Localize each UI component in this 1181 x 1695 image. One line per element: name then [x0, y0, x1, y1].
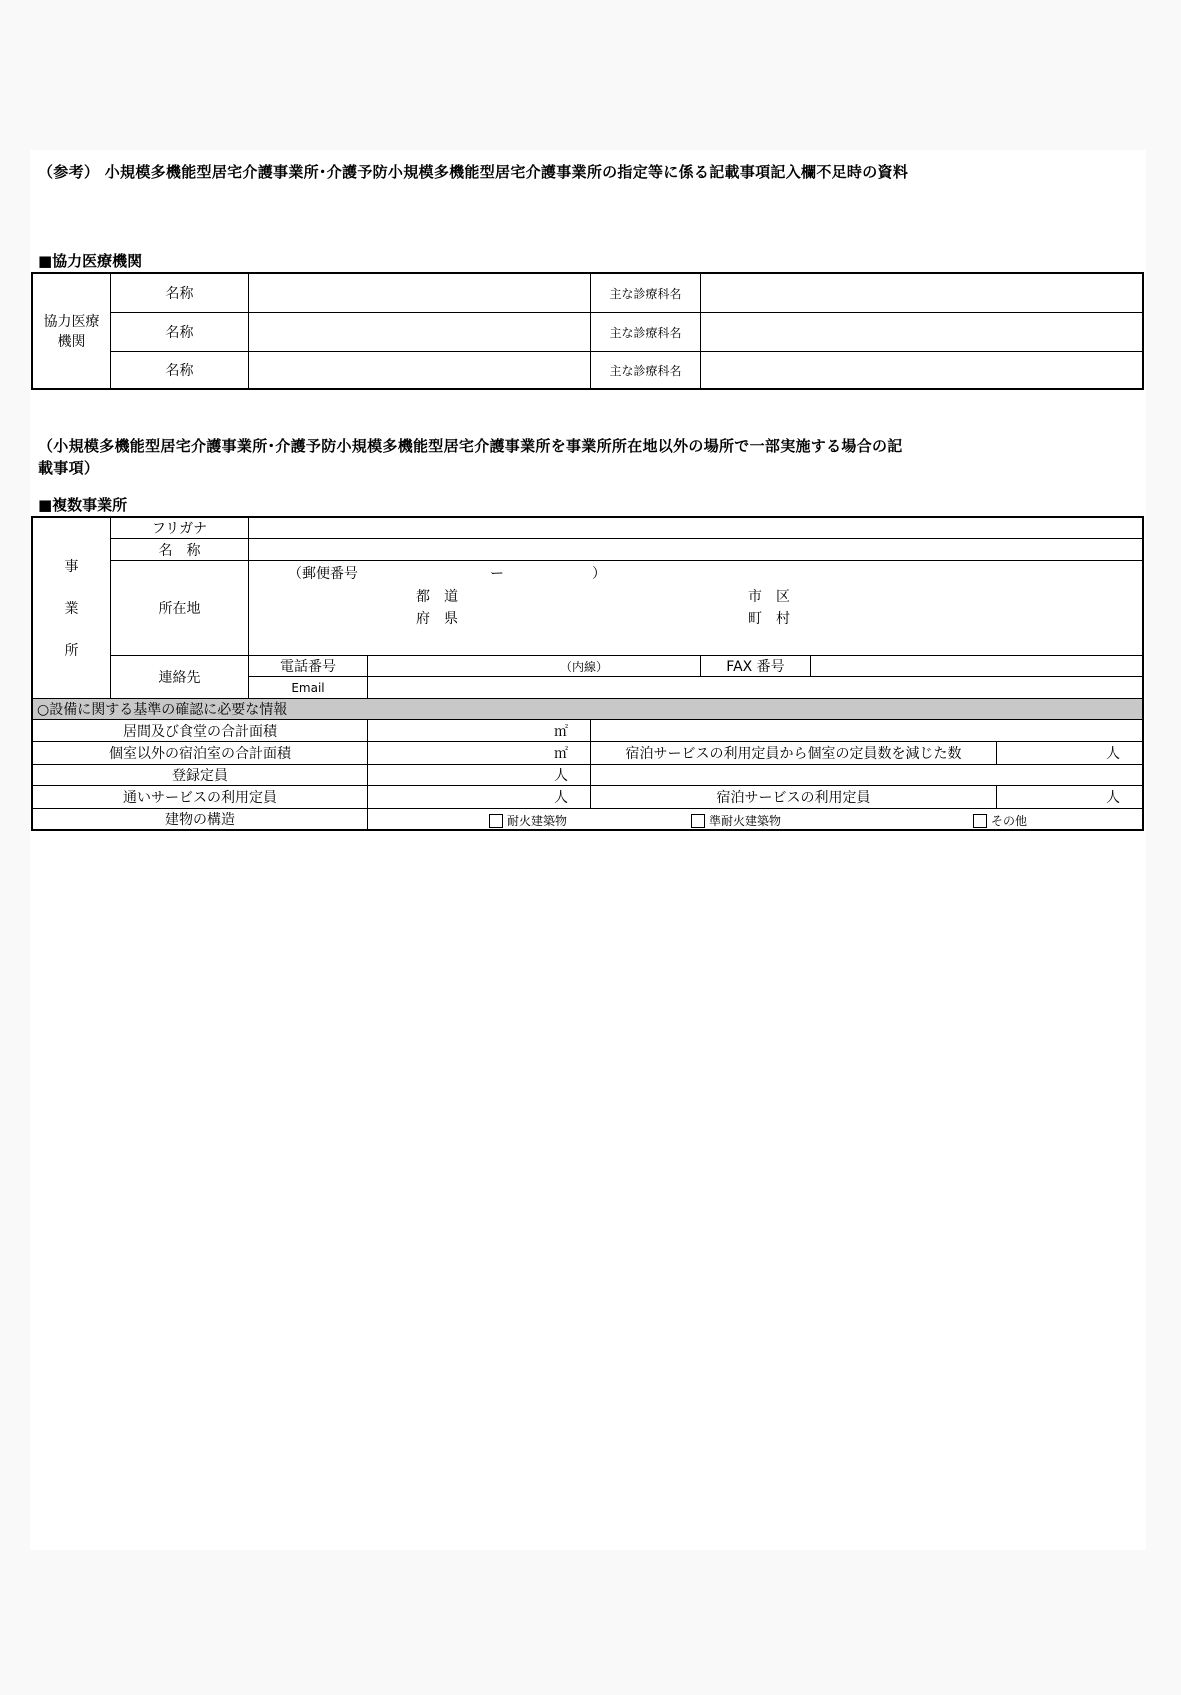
furigana-input[interactable]	[248, 517, 1143, 539]
checkbox[interactable]	[489, 814, 503, 828]
dept-label: 主な診療科名	[590, 312, 701, 352]
address-label: 所在地	[110, 560, 249, 656]
overnight-capacity-input[interactable]	[996, 785, 1143, 809]
multi-site-note: （小規模多機能型居宅介護事業所･介護予防小規模多機能型居宅介護事業所を事業所所在地以外の場所で一部実施する場合の記	[38, 437, 903, 455]
group-label-line: 機関	[57, 334, 86, 350]
checkbox[interactable]	[973, 814, 987, 828]
name-label: 名称	[110, 312, 249, 352]
dept-label: 主な診療科名	[590, 273, 701, 313]
option-label: その他	[991, 814, 1028, 828]
persons-unit: 人	[554, 790, 568, 806]
persons-unit: 人	[1106, 790, 1120, 806]
blank-cell	[590, 764, 1143, 786]
multi-site-heading: ■複数事業所	[38, 496, 128, 514]
persons-unit: 人	[554, 768, 568, 784]
name-input[interactable]	[248, 538, 1143, 561]
dept-label: 主な診療科名	[590, 351, 701, 389]
name-input[interactable]	[248, 351, 591, 389]
structure-label: 建物の構造	[32, 808, 368, 830]
group-label-char: 所	[64, 643, 79, 659]
non-private-room-area-input[interactable]	[367, 741, 591, 765]
other-option[interactable]	[973, 812, 1027, 829]
group-label	[32, 273, 111, 389]
checkbox[interactable]	[691, 814, 705, 828]
site-group-label	[32, 517, 111, 699]
prefecture-label-bottom: 府 県	[416, 611, 458, 627]
city-label-top: 市 区	[748, 589, 790, 605]
phone-input[interactable]	[367, 655, 701, 677]
group-label-char: 業	[64, 601, 79, 617]
persons-unit: 人	[1106, 746, 1120, 762]
group-label-char: 事	[64, 559, 79, 575]
blank-cell	[590, 719, 1143, 742]
email-input[interactable]	[367, 676, 1143, 699]
dept-input[interactable]	[700, 273, 1143, 313]
group-label-line: 協力医療	[43, 314, 100, 330]
multi-site-note-cont: 載事項）	[38, 459, 100, 477]
postal-dash: ー	[490, 566, 504, 582]
overnight-capacity-label: 宿泊サービスの利用定員	[590, 785, 997, 809]
overnight-minus-private-label: 宿泊サービスの利用定員から個室の定員数を減じた数	[590, 741, 997, 765]
overnight-minus-private-input[interactable]	[996, 741, 1143, 765]
contact-label: 連絡先	[110, 655, 249, 699]
postal-label: （郵便番号	[288, 566, 358, 582]
option-label: 耐火建築物	[507, 814, 568, 828]
sqm-unit: ㎡	[554, 746, 568, 762]
fax-label: FAX 番号	[700, 655, 811, 677]
living-dining-area-input[interactable]	[367, 719, 591, 742]
prefecture-label-top: 都 道	[416, 589, 458, 605]
name-input[interactable]	[248, 312, 591, 352]
registered-capacity-input[interactable]	[367, 764, 591, 786]
day-capacity-input[interactable]	[367, 785, 591, 809]
phone-label: 電話番号	[248, 655, 368, 677]
non-private-room-area-label: 個室以外の宿泊室の合計面積	[32, 741, 368, 765]
facility-info-header: ○設備に関する基準の確認に必要な情報	[32, 698, 1143, 720]
furigana-label: フリガナ	[110, 517, 249, 539]
sqm-unit: ㎡	[554, 723, 568, 740]
cooperating-medical-heading: ■協力医療機関	[38, 252, 143, 270]
postal-close: ）	[592, 566, 606, 582]
name-label: 名称	[110, 351, 249, 389]
email-label: Email	[248, 676, 368, 699]
name-label: 名 称	[110, 538, 249, 561]
dept-input[interactable]	[700, 351, 1143, 389]
living-dining-area-label: 居間及び食堂の合計面積	[32, 719, 368, 742]
address-input[interactable]	[248, 560, 1143, 656]
semi-fireproof-option[interactable]	[691, 812, 781, 829]
dept-input[interactable]	[700, 312, 1143, 352]
document-title: （参考） 小規模多機能型居宅介護事業所･介護予防小規模多機能型居宅介護事業所の指定等に係る記載事項記入欄不足時の資料	[38, 163, 909, 181]
extension-label: （内線）	[559, 659, 608, 674]
fireproof-option[interactable]	[489, 812, 567, 829]
fax-input[interactable]	[810, 655, 1143, 677]
name-input[interactable]	[248, 273, 591, 313]
name-label: 名称	[110, 273, 249, 313]
day-capacity-label: 通いサービスの利用定員	[32, 785, 368, 809]
registered-capacity-label: 登録定員	[32, 764, 368, 786]
option-label: 準耐火建築物	[709, 814, 782, 828]
city-label-bottom: 町 村	[748, 611, 790, 627]
